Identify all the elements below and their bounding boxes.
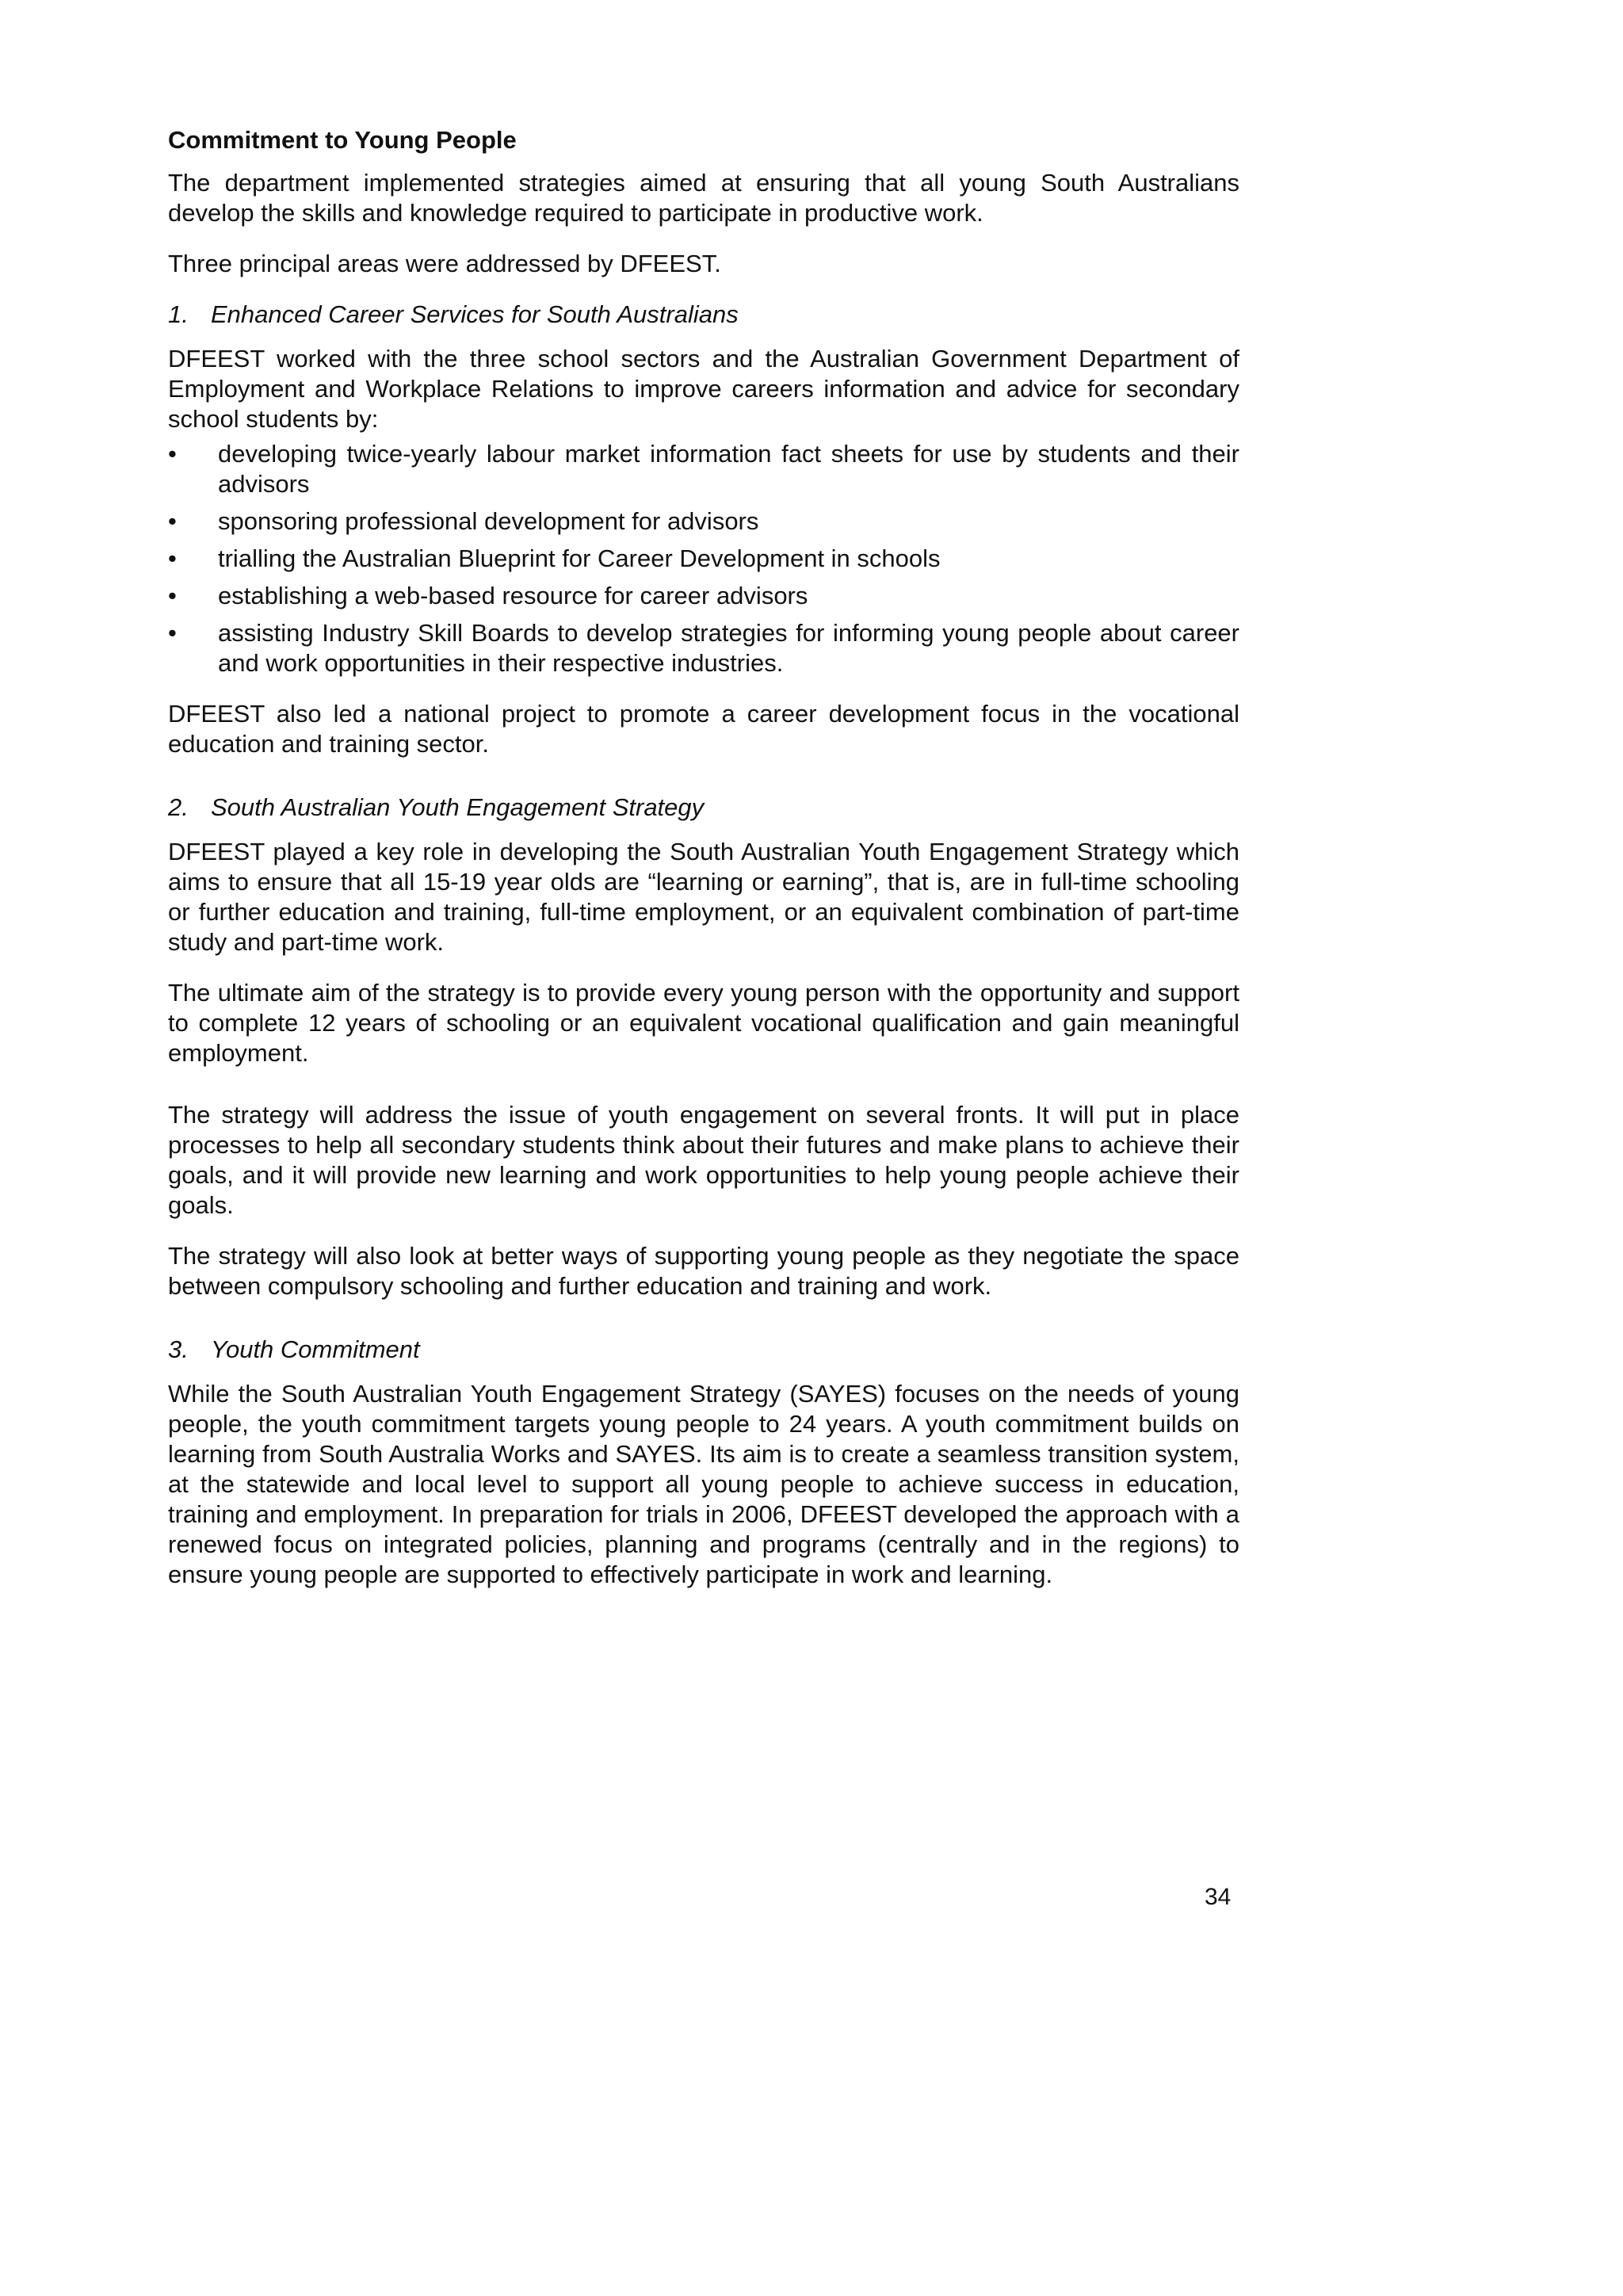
section-2-title bbox=[168, 793, 1239, 823]
section-1-paragraph: DFEEST worked with the three school sectors and the Australian Government Department of Employment and Workplace Relations to improve careers information and advice for secondary school students by: bbox=[168, 345, 1239, 433]
section-1-closing-paragraph: DFEEST also led a national project to promote a career development focus in the vocational education and training sector. bbox=[168, 700, 1239, 758]
section-1-title bbox=[168, 300, 1239, 330]
section-2-paragraph: The ultimate aim of the strategy is to provide every young person with the opportunity and support to complete 12 years of schooling or an equivalent vocational qualification and gain meaningful employment. bbox=[168, 979, 1239, 1067]
bullet-glyph: • bbox=[168, 619, 177, 647]
section-3-number: 3. bbox=[168, 1335, 189, 1363]
section-1-title-text: Enhanced Career Services for South Australians bbox=[211, 300, 739, 328]
section-2-paragraph: The strategy will address the issue of youth engagement on several fronts. It will put in place processes to help all secondary students think about their futures and make plans to achieve their goals, and it will provide new learning and work opportunities to help young people achieve their goals. bbox=[168, 1101, 1239, 1219]
section-career-services bbox=[168, 300, 1239, 759]
section-2-number: 2. bbox=[168, 793, 189, 821]
section-3-paragraph: While the South Australian Youth Engagement Strategy (SAYES) focuses on the needs of young people, the youth commitment targets young people to 24 years. A youth commitment builds on learning from South Australia Works and SAYES. Its aim is to create a seamless transition system, at the statewide and local level to support all young people to achieve success in education, training and employment. In preparation for trials in 2006, DFEEST developed the approach with a renewed focus on integrated policies, planning and programs (centrally and in the regions) to ensure young people are supported to effectively participate in work and learning. bbox=[168, 1380, 1239, 1588]
section-3-title bbox=[168, 1335, 1239, 1365]
list-item bbox=[168, 544, 1239, 574]
list-item-text: assisting Industry Skill Boards to develop strategies for informing young people about career and work opportunities in their respective industries. bbox=[218, 619, 1239, 677]
section-2-title-text: South Australian Youth Engagement Strategy bbox=[211, 793, 705, 821]
section-1-number: 1. bbox=[168, 300, 189, 328]
areas-intro-paragraph: Three principal areas were addressed by DFEEST. bbox=[168, 250, 721, 277]
page-heading: Commitment to Young People bbox=[168, 126, 517, 154]
list-item-text: sponsoring professional development for advisors bbox=[218, 507, 759, 535]
bullet-glyph: • bbox=[168, 507, 177, 535]
section-youth-commitment bbox=[168, 1335, 1239, 1590]
list-item bbox=[168, 581, 1239, 611]
list-item bbox=[168, 439, 1239, 499]
section-2-paragraph: DFEEST played a key role in developing the South Australian Youth Engagement Strategy which aims to ensure that all 15-19 year olds are “learning or earning”, that is, are in full-time schooling or further education and training, full-time employment, or an equivalent combination of part-time study and part-time work. bbox=[168, 838, 1239, 956]
bullet-glyph: • bbox=[168, 582, 177, 609]
intro-paragraph: The department implemented strategies aimed at ensuring that all young South Australians develop the skills and knowledge required to participate in productive work. bbox=[168, 169, 1239, 227]
list-item bbox=[168, 506, 1239, 537]
page-number: 34 bbox=[1205, 1884, 1232, 1910]
bullet-glyph: • bbox=[168, 544, 177, 572]
section-1-bullet-list bbox=[168, 439, 1239, 678]
list-item-text: establishing a web-based resource for career advisors bbox=[218, 582, 808, 609]
section-2-paragraph: The strategy will also look at better ways of supporting young people as they negotiate the space between compulsory schooling and further education and training and work. bbox=[168, 1242, 1239, 1300]
document-page bbox=[168, 125, 1239, 1610]
list-item-text: trialling the Australian Blueprint for Career Development in schools bbox=[218, 544, 941, 572]
section-3-title-text: Youth Commitment bbox=[211, 1335, 420, 1363]
list-item bbox=[168, 618, 1239, 678]
section-youth-engagement bbox=[168, 793, 1239, 1301]
bullet-glyph: • bbox=[168, 440, 177, 468]
list-item-text: developing twice-yearly labour market information fact sheets for use by students and their advisors bbox=[218, 440, 1239, 498]
